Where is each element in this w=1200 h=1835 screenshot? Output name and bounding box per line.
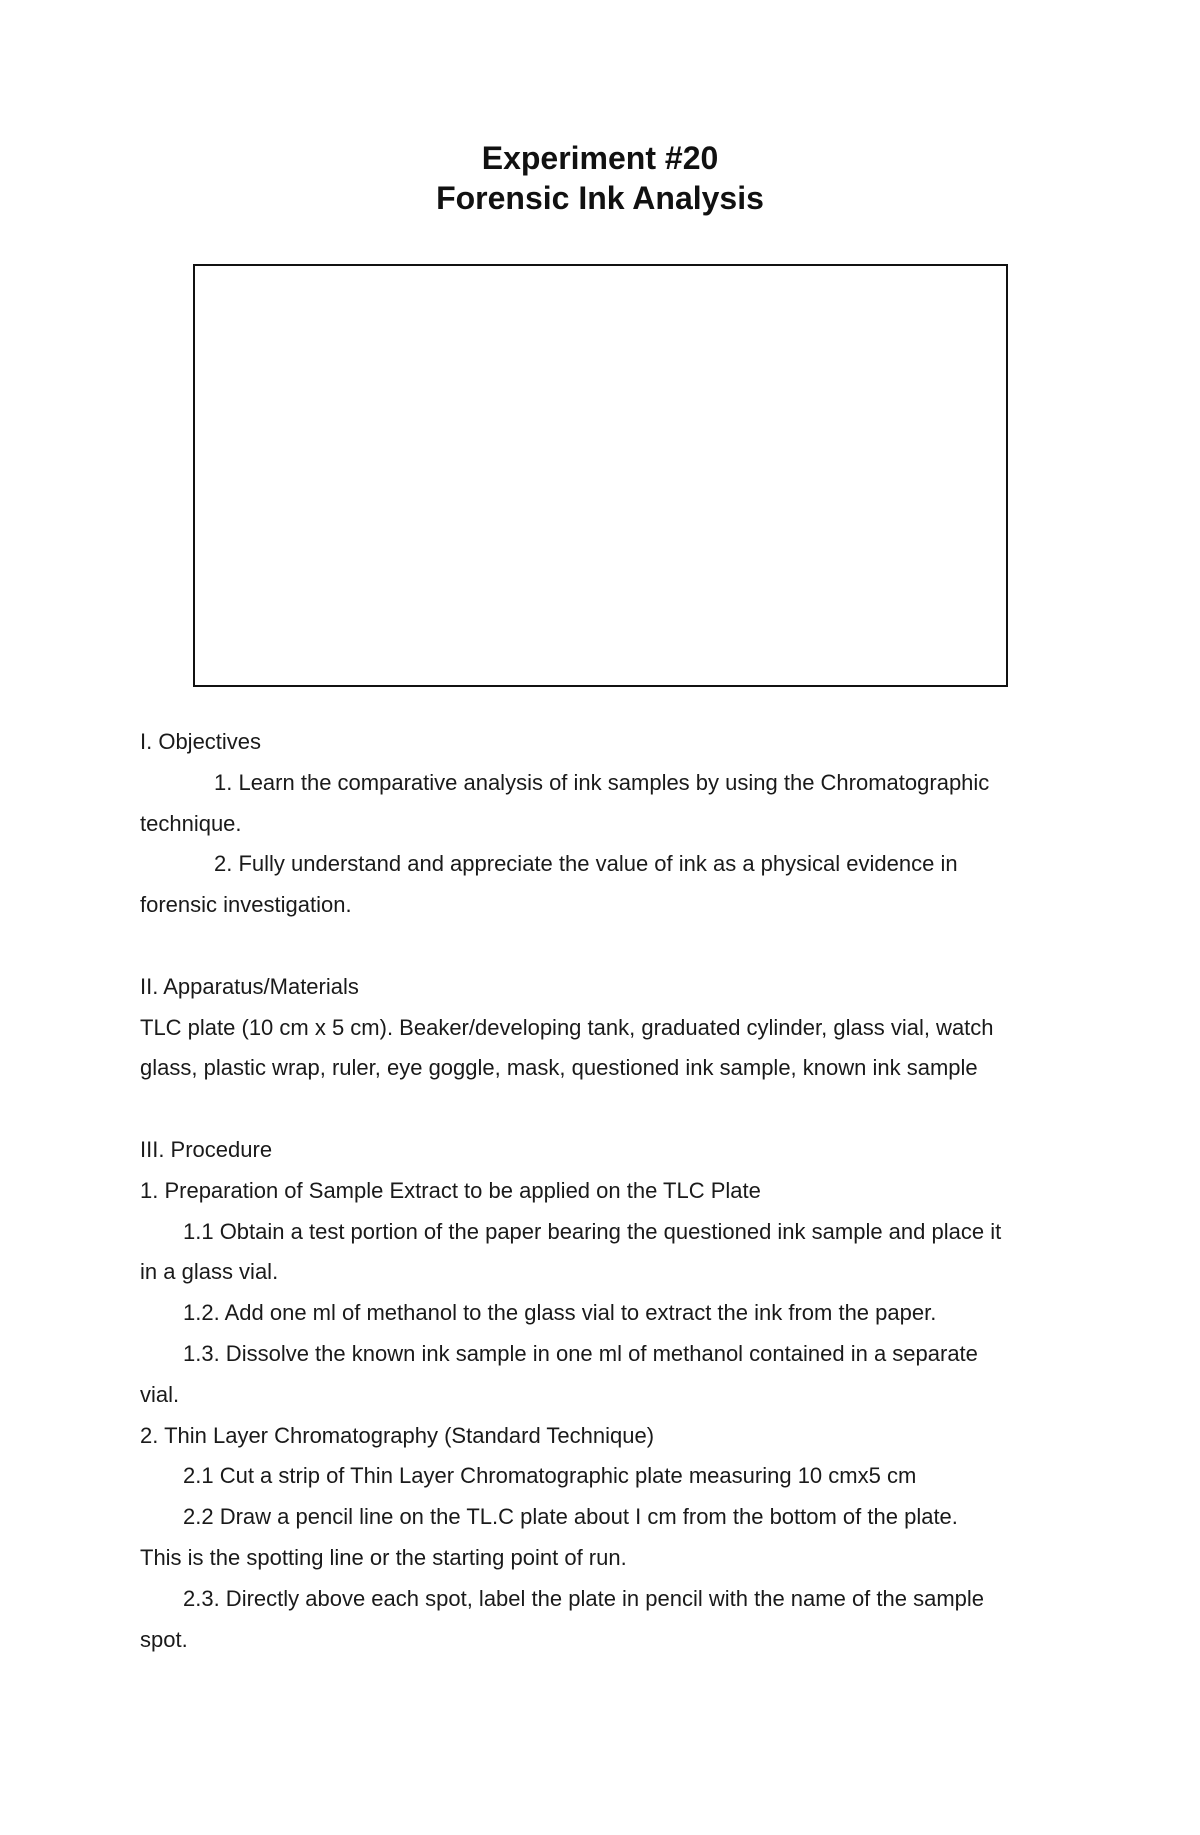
- procedure-step-1-3-line-1: 1.3. Dissolve the known ink sample in one ml of methanol contained in a separate: [183, 1340, 978, 1366]
- spacer: [140, 1089, 1065, 1130]
- procedure-step-1-2: 1.2. Add one ml of methanol to the glass vial to extract the ink from the paper.: [183, 1300, 937, 1326]
- objective-1-line-1: 1. Learn the comparative analysis of ink samples by using the Chromatographic: [214, 769, 990, 795]
- document-title: [0, 138, 1200, 218]
- apparatus-heading: II. Apparatus/Materials: [140, 973, 359, 999]
- objective-1-line-2: technique.: [140, 810, 242, 836]
- apparatus-line-2: glass, plastic wrap, ruler, eye goggle, mask, questioned ink sample, known ink sample: [140, 1055, 978, 1081]
- blank-image-frame: [193, 264, 1008, 687]
- objectives-heading: I. Objectives: [140, 729, 262, 754]
- procedure-step-2-2-line-2: This is the spotting line or the starting point of run.: [140, 1544, 627, 1570]
- procedure-step-1-heading: 1. Preparation of Sample Extract to be applied on the TLC Plate: [140, 1177, 761, 1203]
- procedure-step-2-heading: 2. Thin Layer Chromatography (Standard Technique): [140, 1422, 655, 1448]
- title-experiment-number: Experiment #20: [481, 140, 719, 176]
- apparatus-line-1: TLC plate (10 cm x 5 cm). Beaker/developing tank, graduated cylinder, glass vial, watch: [140, 1014, 994, 1040]
- procedure-step-1-1-line-2: in a glass vial.: [140, 1259, 279, 1285]
- spacer: [140, 926, 1065, 967]
- title-subject: Forensic Ink Analysis: [436, 180, 764, 216]
- procedure-step-2-1: 2.1 Cut a strip of Thin Layer Chromatographic plate measuring 10 cmx5 cm: [183, 1463, 917, 1489]
- procedure-step-1-1-line-1: 1.1 Obtain a test portion of the paper bearing the questioned ink sample and place it: [183, 1218, 1002, 1244]
- procedure-step-2-3-line-2: spot.: [140, 1626, 188, 1652]
- procedure-step-1-3-line-2: vial.: [140, 1381, 180, 1407]
- objective-2-line-2: forensic investigation.: [140, 892, 352, 918]
- procedure-step-2-2-line-1: 2.2 Draw a pencil line on the TL.C plate about I cm from the bottom of the plate.: [183, 1504, 958, 1530]
- objective-2-line-1: 2. Fully understand and appreciate the value of ink as a physical evidence in: [214, 851, 958, 877]
- document-body: [140, 722, 1065, 1660]
- procedure-step-2-3-line-1: 2.3. Directly above each spot, label the plate in pencil with the name of the sample: [183, 1585, 985, 1611]
- procedure-heading: III. Procedure: [140, 1136, 273, 1162]
